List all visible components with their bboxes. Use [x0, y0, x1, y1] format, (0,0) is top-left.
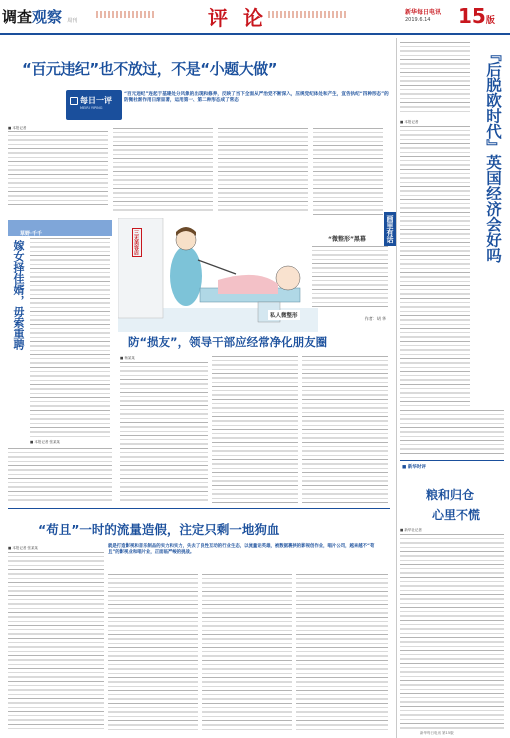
sidebar-small-column: ■ 新华时评 [402, 465, 426, 470]
comic-caption-body [312, 246, 388, 308]
article1-headline-a: “百元违纪”也不放过， [22, 60, 172, 78]
comic-side-label: 画里有话 [384, 212, 396, 246]
article3-byline: ■ 本报记者 张某某 [8, 546, 39, 550]
article3-headline: “苟且”一时的流量造假，注定只剩一地狗血 [38, 522, 280, 537]
article3-body-col4 [296, 574, 388, 732]
logo-sub: 周刊 [67, 18, 78, 24]
article1-byline: ■ 本报记者 [8, 126, 27, 130]
sidebar-intro [400, 42, 470, 114]
comic-caption-title: “微整形”黑幕 [328, 236, 366, 243]
comic-scene-label: 私人微整形 [268, 310, 300, 320]
sidebar-small-body [400, 534, 504, 730]
masthead-stripe [96, 11, 154, 18]
article1-body-col1 [8, 131, 108, 207]
comic-shop-sign: 三无美容店 [132, 228, 142, 257]
article1-body-col3 [218, 128, 308, 214]
column-tag-en: MEIRI YIPING [80, 106, 103, 110]
article3-body-col1 [8, 552, 104, 732]
page-suffix: 版 [485, 16, 495, 26]
article2-body-col1 [120, 362, 208, 504]
section-title: 评 论 [208, 6, 267, 30]
feature-body [30, 238, 110, 438]
article1-column-tag [66, 90, 122, 120]
article1-lede: “百元违纪”连起于基建处分风象的出现和修养，反映了当下全面从严治党不断深入，压规党纪体处和产生，宣告执纪“四种形态”的防微杜渐作用日渐显著，运用第一、第二种形态成了常态 [124, 92, 389, 104]
column-tag-icon [70, 97, 78, 105]
article2-body-col3 [302, 356, 388, 504]
article1-body-col4 [313, 128, 383, 224]
comic-credit: 作者：胡 华 [364, 316, 386, 321]
masthead-logo [2, 6, 77, 27]
sidebar-small-title-b: 心里不慌 [432, 508, 481, 522]
article3-body-col3 [202, 574, 292, 732]
sidebar-small-byline: ■ 新华社记者 [400, 528, 422, 532]
masthead-stripe-right [268, 11, 348, 18]
sidebar-divider [396, 38, 397, 738]
sidebar-small-title-a: 粮和归仓 [426, 488, 475, 502]
comic-syringe [198, 260, 236, 274]
comic-doctor-body [170, 246, 202, 306]
logo-part-a: 调查 [2, 8, 33, 26]
sidebar-lead-byline: ■ 本报记者 [400, 120, 419, 124]
logo-part-b: 观察 [32, 8, 63, 26]
sidebar-small-rule [400, 460, 504, 461]
article1-headline [22, 58, 382, 79]
sidebar-lead-title: 『后脱欧时代』英国经济会好吗 [484, 46, 502, 263]
feature-body-2 [8, 448, 112, 504]
masthead-rule [0, 33, 510, 35]
page-number-digits: 15 [458, 4, 486, 28]
page-footer: 新华每日电讯 第15版 [420, 731, 454, 735]
column-tag-label: 每日一评 [80, 96, 112, 105]
article2-byline: ■ 杨某某 [120, 356, 135, 360]
feature-column: 草野·千千 [20, 231, 42, 237]
article3-top-rule [8, 508, 390, 509]
article2-headline: 防“损友”，领导干部应经常净化朋友圈 [128, 335, 328, 349]
page-number [458, 4, 495, 28]
paper-name: 新华每日电讯 [405, 9, 442, 16]
feature-byline: ■ 本报记者 张某某 [30, 440, 61, 444]
article1-body-col2 [113, 128, 213, 214]
feature-headline: 嫁女择佳婿，毋索重聘 [12, 240, 25, 350]
article1-headline-b: 不是“小题大做” [171, 60, 277, 78]
feature-column-banner [8, 220, 112, 236]
article3-lede: 就是打造影视和音乐制品的实力和实力，失去了良性互动的行业生态，以流量论英雄，被数据裹挟的影视创作业，唱片公司，越来越不“苟且”的影视业和唱片业，正面临严峻的挑战。 [108, 544, 375, 555]
issue-date: 2019.6.14 [405, 17, 431, 23]
article3-body-col2 [108, 574, 198, 732]
article2-body-col2 [212, 356, 298, 504]
sidebar-lead-body-b [400, 410, 504, 454]
comic-patient-body [218, 275, 278, 294]
comic-patient-head [276, 266, 300, 290]
sidebar-lead-body-a [400, 126, 470, 406]
